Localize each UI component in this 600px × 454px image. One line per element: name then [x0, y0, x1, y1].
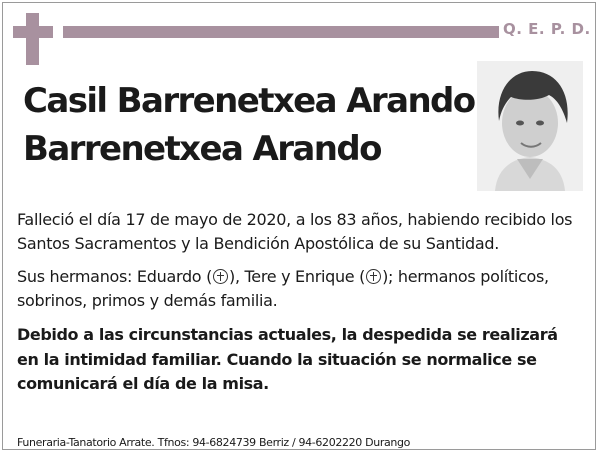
death-notice-paragraph: Falleció el día 17 de mayo de 2020, a los 83 años, habiendo recibido los Santos Sacramentos y la Bendición Apostólica de su Santidad.: [17, 210, 573, 253]
obituary-frame: [2, 2, 596, 450]
family-paragraph: [17, 265, 577, 313]
funeral-home-footer: Funeraria-Tanatorio Arrate. Tfnos: 94-6824739 Berriz / 94-6202220 Durango: [17, 436, 411, 449]
family-text-3: ); hermanos políticos, sobrinos, primos y demás familia.: [17, 267, 549, 310]
deceased-name-line1: Casil Barrenetxea Arando: [23, 81, 475, 121]
qepd-heading: Q. E. P. D.: [503, 20, 591, 38]
family-text-1: Sus hermanos: Eduardo (: [17, 267, 213, 286]
deceased-name-line2: Barrenetxea Arando: [23, 129, 381, 169]
family-text-2: ), Tere y Enrique (: [229, 267, 366, 286]
latin-cross-icon: [13, 13, 53, 65]
portrait-silhouette-icon: [477, 61, 583, 191]
circled-cross-icon: [213, 269, 228, 284]
header-rule: [63, 26, 499, 38]
portrait-photo: [477, 61, 583, 191]
circled-cross-icon: [366, 269, 381, 284]
farewell-paragraph: Debido a las circunstancias actuales, la despedida se realizará en la intimidad familiar. Cuando la situación se normalice se comunicará el día de la misa.: [17, 325, 558, 393]
